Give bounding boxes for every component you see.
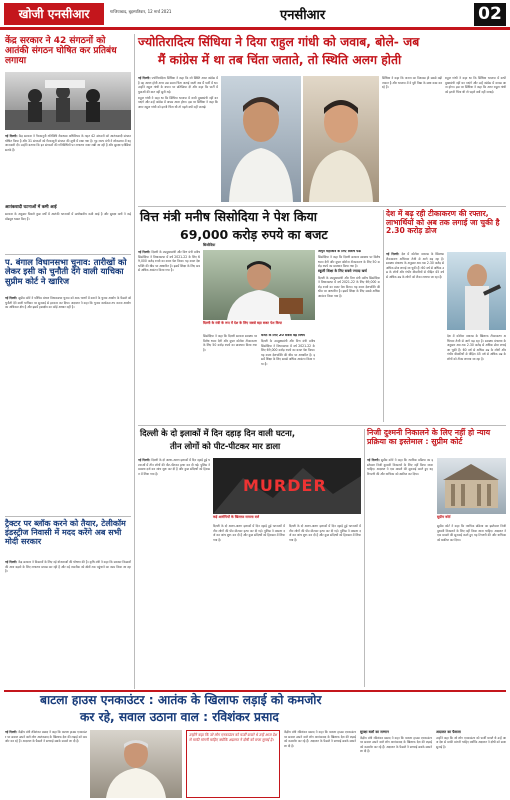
vaccine-headline: देश में बढ़ रही टीकाकरण की रफ्तार, लाभार्थियों को अब तक लगाई जा चुकी है 2.30 करोड़ डोज — [386, 209, 500, 235]
batla-photo — [90, 730, 182, 798]
riots-photo-caption: कई आरोपियों के खिलाफ मामला दर्ज — [213, 515, 260, 519]
privacy-photo-caption: सुप्रीम कोर्ट — [437, 515, 451, 519]
vaccine-body-1: नई दिल्ली। देश में कोरोना वायरस के खिलाफ टीकाकरण अभियान तेजी से आगे बढ़ रहा है। स्वास्थ्य मंत्रालय के अनुसार अब तक 2.30 करोड़ से अधिक डोज लगाई जा चुकी हैं। 60 वर्ष से अधिक उम्र के लोगों और गंभीर बीमारियों से पीड़ित 45 वर्ष से अधिक उम्र के लोगों को टीका लगाया जा रहा है। — [386, 252, 444, 279]
privacy-headline: निजी दुश्मनी निकालने के लिए नहीं हो न्याय प्रक्रिया का इस्तेमाल : सुप्रीम कोर्ट — [367, 428, 491, 446]
batla-body-col2: केंद्रीय मंत्री रविशंकर प्रसाद ने कहा कि बाटला हाउस एनकाउंटर पर सवाल उठाने वाले लोग आतंकवाद के खिलाफ देश की लड़ाई को कमजोर कर रहे हैं। अदालत के फैसले ने सच्चाई सबके सामने ला दी है। — [284, 730, 356, 748]
privacy-photo — [437, 458, 506, 514]
budget-body-col1: नई दिल्ली। दिल्ली के उपमुख्यमंत्री और वित्त मंत्री मनीष सिसोदिया ने विधानसभा में वर्ष 2021-22 के लिए 69,000 करोड़ रुपये का बजट पेश किया। यह बजट देशभक्ति की थीम पर आधारित है। इसमें शिक्षा के लिए सबसे अधिक आवंटन किया गया है। — [138, 250, 200, 272]
protest-subhead: आतंकवादी घटनाओं में कमी आई — [5, 205, 57, 210]
batla-headline-line2: कर रहे, सवाल उठाना वाल : रविशंकर प्रसाद — [80, 710, 279, 724]
date-line: गाजियाबाद, बृहस्पतिवार, 12 मार्च 2021 — [110, 9, 172, 14]
lead-headline-line1: ज्योतिरादित्य सिंधिया ने दिया राहुल गांधी को जवाब, बोले- जब — [138, 35, 420, 49]
budget-body-col3: बजट के लिए 20 सबसे बड़े विषय दिल्ली के उपमुख्यमंत्री और वित्त मंत्री मनीष सिसोदिया ने विधानसभा में वर्ष 2021-22 के लिए 69,000 करोड़ रुपये का बजट पेश किया। यह बजट देशभक्ति की थीम पर आधारित है। इसमें शिक्षा के लिए सबसे अधिक आवंटन किया गया है। — [261, 334, 315, 366]
budget-photo-caption: दिल्ली के मंत्री के रूप में देश के लिए सबसे बड़ा बजट पेश किया — [203, 321, 282, 325]
batla-body-col3: सुरक्षा बलों का सम्मान केंद्रीय मंत्री रविशंकर प्रसाद ने कहा कि बाटला हाउस एनकाउंटर पर सवाल उठाने वाले लोग आतंकवाद के खिलाफ देश की लड़ाई को कमजोर कर रहे हैं। अदालत के फैसले ने सच्चाई सबके सामने ला दी है। — [360, 730, 432, 754]
vaccine-body-2: देश में कोरोना वायरस के खिलाफ टीकाकरण अभियान तेजी से आगे बढ़ रहा है। स्वास्थ्य मंत्रालय के अनुसार अब तक 2.30 करोड़ से अधिक डोज लगाई जा चुकी हैं। 60 वर्ष से अधिक उम्र के लोगों और गंभीर बीमारियों से पीड़ित 45 वर्ष से अधिक उम्र के लोगों को टीका लगाया जा रहा है। — [447, 334, 506, 361]
budget-photo — [203, 250, 315, 320]
protest-photo — [5, 72, 131, 130]
lead-headline-line2: मैं कांग्रेस में था तब चिंता जताते, तो स्थिति अलग होती — [158, 53, 402, 67]
riots-photo-text: MURDER — [243, 476, 327, 495]
budget-photo-label: सिसोदिया — [203, 243, 216, 247]
bengal-body: नई दिल्ली। सुप्रीम कोर्ट ने पश्चिम बंगाल विधानसभा चुनाव को आठ चरणों में कराने के चुनाव आयोग के फैसले को चुनौती देने वाली याचिका पर सुनवाई से इनकार कर दिया। अदालत ने कहा कि चुनाव कार्यक्रम तय करना आयोग का अधिकार क्षेत्र है और इसमें हस्तक्षेप का कोई आधार नहीं है। — [5, 296, 131, 309]
privacy-body-1: नई दिल्ली। सुप्रीम कोर्ट ने कहा कि न्यायिक प्रक्रिया का इस्तेमाल निजी दुश्मनी निकालने के लिए नहीं किया जाना चाहिए। अदालत ने एक मामले की सुनवाई करते हुए यह टिप्पणी की और याचिका को खारिज कर दिया। — [367, 458, 433, 476]
tractor-headline: ट्रैक्टर पर ब्लॉक करने को तैयार, टेलीकॉम इंडस्ट्रीज निवासी में मदद करेंगे अब सभी मोदी सरकार — [5, 519, 126, 546]
budget-body-col2: सिसोदिया ने कहा कि दिल्ली सरकार स्वास्थ्य पर विशेष ध्यान देगी और मुफ्त कोरोना टीकाकरण के लिए 50 करोड़ रुपये का प्रावधान किया गया है। — [203, 334, 257, 352]
bengal-headline: प. बंगाल विधानसभा चुनाव: तारीखों को लेकर इसी को चुनौती देंगे वाली याचिका सुप्रीम कोर्ट ने खारिज — [5, 257, 127, 286]
lead-photo-scindia — [303, 76, 379, 202]
protest-body-2: सरकार के अनुसार पिछले कुछ वर्षों में आतंकी घटनाओं में उल्लेखनीय कमी आई है और सुरक्षा बलों ने कई मॉड्यूल ध्वस्त किए हैं। — [5, 212, 131, 221]
riots-body-col3: दिल्ली के दो अलग-अलग इलाकों में दिन दहाड़े हुई घटनाओं में तीन लोगों की पीट-पीटकर हत्या कर दी गई। पुलिस ने मामला दर्ज कर जांच शुरू कर दी है और कुछ संदिग्धों को हिरासत में लिया गया है। — [289, 524, 361, 542]
batla-quote: उन्होंने कहा कि जो लोग एनकाउंटर को फर्जी बताते थे उन्हें आज देश से माफी मांगनी चाहिए क्योंकि अदालत ने दोषी को सजा सुनाई है। — [186, 730, 280, 798]
budget-headline-line1: वित्त मंत्री मनीष सिसोदिया ने पेश किया — [140, 209, 318, 224]
page-number: 02 — [474, 3, 506, 26]
protest-body: नई दिल्ली। केंद्र सरकार ने गैरकानूनी गतिविधि रोकथाम अधिनियम के तहत 42 संगठनों को आतंकवादी संगठन घोषित किया है और 31 संगठनों को गैरकानूनी संगठन की सूची में रखा गया है। गृह राज्य मंत्री ने लोकसभा में यह जानकारी दी। उन्होंने बताया कि इन संगठनों की गतिविधियों पर लगातार नजर रखी जा रही है और सुरक्षा एजेंसियां सतर्क हैं। — [5, 134, 131, 152]
riots-photo — [213, 458, 361, 514]
tractor-body: नई दिल्ली। केंद्र सरकार ने किसानों के लिए नई योजनाओं की घोषणा की है। कृषि मंत्री ने कहा कि सरकार किसानों की आय बढ़ाने के लिए लगातार प्रयास कर रही है और नई तकनीक को खेतों तक पहुंचाने का काम किया जा रहा है। — [5, 560, 131, 573]
privacy-body-2: सुप्रीम कोर्ट ने कहा कि न्यायिक प्रक्रिया का इस्तेमाल निजी दुश्मनी निकालने के लिए नहीं किया जाना चाहिए। अदालत ने एक मामले की सुनवाई करते हुए यह टिप्पणी की और याचिका को खारिज कर दिया। — [437, 524, 506, 542]
lead-body-right-2: राहुल गांधी ने कहा था कि सिंधिया भाजपा में कभी मुख्यमंत्री नहीं बन पाएंगे और उन्हें कांग्रेस में वापस आना होगा। इस पर सिंधिया ने कहा कि अगर राहुल गांधी को इतनी चिंता थी तो पहले क्यों नहीं जताई। — [445, 76, 506, 94]
budget-body-col4: अमृत महोत्सव के लिए विशेष फंड सिसोदिया ने कहा कि दिल्ली सरकार स्वास्थ्य पर विशेष ध्यान देगी और मुफ्त कोरोना टीकाकरण के लिए 50 करोड़ रुपये का प्रावधान किया गया है। स्कूली शिक्षा के लिए सबसे ज्यादा खर्च दिल्ली के उपमुख्यमंत्री और वित्त मंत्री मनीष सिसोदिया ने विधानसभा में वर्ष 2021-22 के लिए 69,000 करोड़ रुपये का बजट पेश किया। यह बजट देशभक्ति की थीम पर आधारित है। इसमें शिक्षा के लिए सबसे अधिक आवंटन किया गया है। — [318, 250, 380, 298]
batla-headline-line1: बाटला हाउस एनकाउंटर : आतंक के खिलाफ लड़ाई को कमजोर — [40, 693, 322, 707]
protest-headline: केंद्र सरकार ने 42 संगठनों को आतंकी संगठन घोषित कर प्रतिबंध लगाया — [5, 36, 117, 67]
lead-photo-rahul — [221, 76, 301, 202]
riots-body-col1: नई दिल्ली। दिल्ली के दो अलग-अलग इलाकों में दिन दहाड़े हुई घटनाओं में तीन लोगों की पीट-पीटकर हत्या कर दी गई। पुलिस ने मामला दर्ज कर जांच शुरू कर दी है और कुछ संदिग्धों को हिरासत में लिया गया है। — [138, 458, 210, 476]
masthead — [0, 0, 510, 30]
lead-body-right-1: सिंधिया ने कहा कि जनता का विश्वास ही सबसे बड़ी ताकत है और भाजपा में वे पूरी निष्ठा के साथ काम कर रहे हैं। — [382, 76, 442, 89]
lead-body-left: नई दिल्ली। ज्योतिरादित्य सिंधिया ने कहा कि जो स्थिति आज कांग्रेस में है वह अलग होती अगर उस समय चिंता जताई जाती जब मैं पार्टी में था। उन्होंने राहुल गांधी के बयान पर प्रतिक्रिया दी और कहा कि पार्टी में युवाओं की बात नहीं सुनी गई। राहुल गांधी ने कहा था कि सिंधिया भाजपा में कभी मुख्यमंत्री नहीं बन पाएंगे और उन्हें कांग्रेस में वापस आना होगा। इस पर सिंधिया ने कहा कि अगर राहुल गांधी को इतनी चिंता थी तो पहले क्यों नहीं जताई। — [138, 76, 218, 109]
brand-logo: खोजी एनसीआर — [4, 3, 104, 25]
batla-body-col4: अदालत का फैसला उन्होंने कहा कि जो लोग एनकाउंटर को फर्जी बताते थे उन्हें आज देश से माफी मांगनी चाहिए क्योंकि अदालत ने दोषी को सजा सुनाई है। — [436, 730, 506, 749]
vaccine-photo — [447, 252, 506, 330]
budget-headline-line2: 69,000 करोड़ रुपये का बजट — [180, 227, 328, 242]
riots-body-col2: दिल्ली के दो अलग-अलग इलाकों में दिन दहाड़े हुई घटनाओं में तीन लोगों की पीट-पीटकर हत्या कर दी गई। पुलिस ने मामला दर्ज कर जांच शुरू कर दी है और कुछ संदिग्धों को हिरासत में लिया गया है। — [213, 524, 285, 542]
riots-headline-line2: तीन लोगों को पीट-पीटकर मार डाला — [170, 441, 281, 451]
section-name: एनसीआर — [280, 8, 326, 23]
riots-headline-line1: दिल्ली के दो इलाकों में दिन दहाड़ दिन वाली घटना, — [140, 428, 296, 438]
batla-body-col1: नई दिल्ली। केंद्रीय मंत्री रविशंकर प्रसाद ने कहा कि बाटला हाउस एनकाउंटर पर सवाल उठाने वाले लोग आतंकवाद के खिलाफ देश की लड़ाई को कमजोर कर रहे हैं। अदालत के फैसले ने सच्चाई सबके सामने ला दी है। — [5, 730, 87, 743]
